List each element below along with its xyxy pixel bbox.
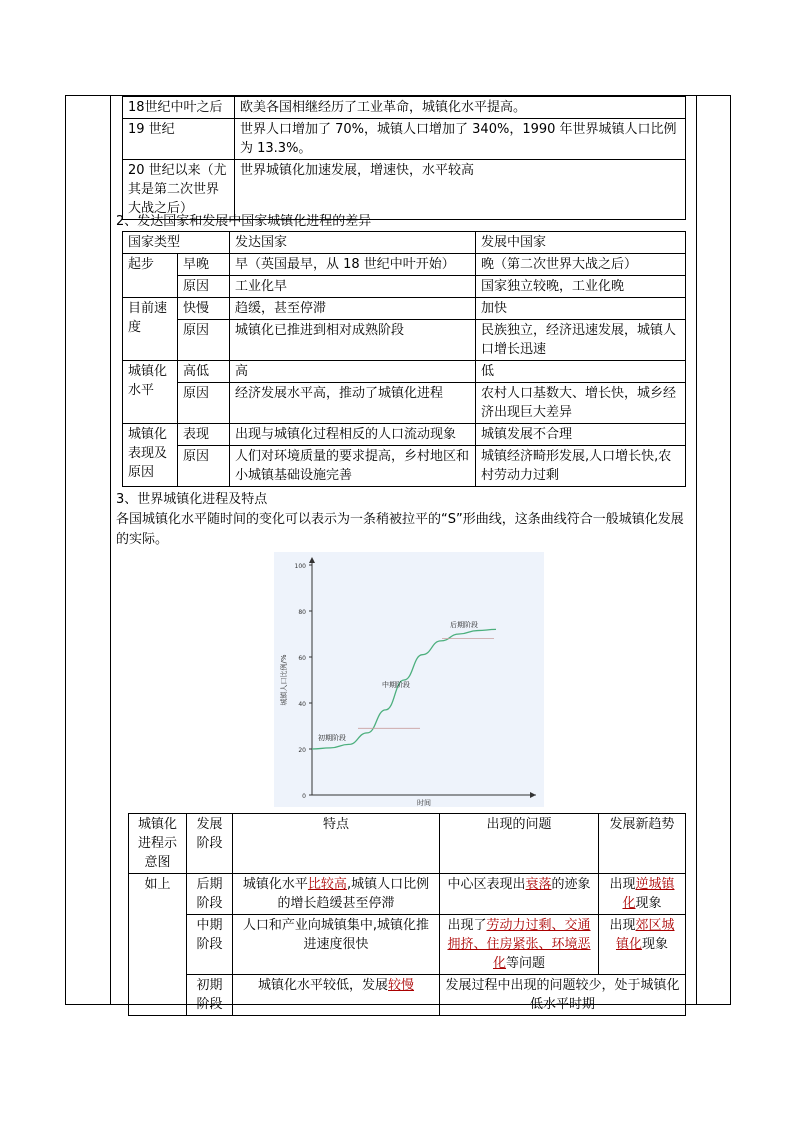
highlighted-answer: 劳动力过剩、交通拥挤、住房紧张、环境恶化 xyxy=(447,918,591,971)
stage-problem xyxy=(440,874,599,915)
y-axis-label: 城镇人口比例/% xyxy=(280,654,288,706)
history-table xyxy=(122,96,686,220)
section2-title: 2、发达国家和发展中国家城镇化进程的差异 xyxy=(116,214,372,229)
comparison-aspect: 高低 xyxy=(178,361,230,383)
header-developed: 发达国家 xyxy=(230,232,476,254)
comparison-row xyxy=(123,254,686,276)
comparison-group: 城镇化水平 xyxy=(123,361,178,424)
frame-divider-right xyxy=(696,95,697,1005)
comparison-row xyxy=(123,320,686,361)
stage-feature xyxy=(233,975,440,1016)
y-tick-label: 20 xyxy=(298,747,306,754)
header-stage: 发展阶段 xyxy=(187,814,233,874)
comparison-aspect: 快慢 xyxy=(178,298,230,320)
text-segment: 出现了 xyxy=(447,918,487,933)
comparison-developed: 工业化早 xyxy=(230,276,476,298)
stage-problem xyxy=(440,915,599,975)
stage-label-late: 后期阶段 xyxy=(450,621,478,630)
history-row xyxy=(123,119,686,160)
header-problem: 出现的问题 xyxy=(440,814,599,874)
stage-row xyxy=(129,915,686,975)
history-period: 20 世纪以来（尤其是第二次世界大战之后） xyxy=(123,160,235,220)
comparison-row xyxy=(123,298,686,320)
comparison-developed: 早（英国最早，从 18 世纪中叶开始） xyxy=(230,254,476,276)
comparison-aspect: 原因 xyxy=(178,446,230,487)
comparison-developing: 国家独立较晚，工业化晚 xyxy=(476,276,686,298)
comparison-row xyxy=(123,361,686,383)
history-period: 18世纪中叶之后 xyxy=(123,97,235,119)
history-row xyxy=(123,97,686,119)
header-diagram: 城镇化进程示意图 xyxy=(129,814,187,874)
comparison-aspect: 原因 xyxy=(178,320,230,361)
comparison-developed: 趋缓，甚至停滞 xyxy=(230,298,476,320)
stage-table xyxy=(128,813,686,1016)
comparison-developing: 农村人口基数大、增长快，城乡经济出现巨大差异 xyxy=(476,383,686,424)
y-tick-label: 80 xyxy=(298,609,306,616)
stage-label-early: 初期阶段 xyxy=(318,733,346,742)
highlighted-answer: 较慢 xyxy=(388,978,415,993)
comparison-developed: 出现与城镇化过程相反的人口流动现象 xyxy=(230,424,476,446)
comparison-developed: 高 xyxy=(230,361,476,383)
stage-name: 后期阶段 xyxy=(187,874,233,915)
stage-row xyxy=(129,975,686,1016)
comparison-row xyxy=(123,276,686,298)
comparison-group: 目前速度 xyxy=(123,298,178,361)
text-segment: 现象 xyxy=(642,937,669,952)
text-segment: 的迹象 xyxy=(551,877,591,892)
section3-title: 3、世界城镇化进程及特点 xyxy=(116,492,268,507)
text-segment: 出现 xyxy=(609,877,636,892)
history-row xyxy=(123,160,686,220)
stage-name: 初期阶段 xyxy=(187,975,233,1016)
stage-trend xyxy=(599,915,686,975)
comparison-developing: 城镇经济畸形发展,人口增长快,农村劳动力过剩 xyxy=(476,446,686,487)
stage-row xyxy=(129,874,686,915)
diagram-reference: 如上 xyxy=(129,874,187,1016)
highlighted-answer: 逆城镇化 xyxy=(622,877,675,911)
text-segment: 城镇化水平 xyxy=(242,877,308,892)
highlighted-answer: 郊区城镇化 xyxy=(615,918,675,952)
frame-divider-left xyxy=(110,95,111,1005)
chart-background xyxy=(274,552,544,807)
history-period: 19 世纪 xyxy=(123,119,235,160)
stage-problem: 发展过程中出现的问题较少，处于城镇化低水平时期 xyxy=(440,975,686,1016)
history-description: 欧美各国相继经历了工业革命，城镇化水平提高。 xyxy=(235,97,686,119)
y-tick-label: 0 xyxy=(302,793,306,800)
comparison-developing: 民族独立，经济迅速发展，城镇人口增长迅速 xyxy=(476,320,686,361)
stage-trend xyxy=(599,874,686,915)
header-feature: 特点 xyxy=(233,814,440,874)
comparison-row xyxy=(123,383,686,424)
y-tick-label: 60 xyxy=(298,655,306,662)
stage-feature xyxy=(233,874,440,915)
comparison-developed: 城镇化已推进到相对成熟阶段 xyxy=(230,320,476,361)
stage-feature xyxy=(233,915,440,975)
comparison-aspect: 原因 xyxy=(178,276,230,298)
stage-label-middle: 中期阶段 xyxy=(382,680,410,689)
comparison-developing: 晚（第二次世界大战之后） xyxy=(476,254,686,276)
y-tick-label: 40 xyxy=(298,701,306,708)
comparison-aspect: 早晚 xyxy=(178,254,230,276)
header-developing: 发展中国家 xyxy=(476,232,686,254)
stage-name: 中期阶段 xyxy=(187,915,233,975)
comparison-developing: 低 xyxy=(476,361,686,383)
s-curve-chart xyxy=(274,552,544,807)
comparison-group: 城镇化表现及原因 xyxy=(123,424,178,487)
stage-header-row xyxy=(129,814,686,874)
comparison-developed: 经济发展水平高，推动了城镇化进程 xyxy=(230,383,476,424)
header-trend: 发展新趋势 xyxy=(599,814,686,874)
y-tick-label: 100 xyxy=(294,563,306,570)
comparison-aspect: 表现 xyxy=(178,424,230,446)
comparison-row xyxy=(123,424,686,446)
comparison-developing: 城镇发展不合理 xyxy=(476,424,686,446)
text-segment: 等问题 xyxy=(506,956,546,971)
text-segment: 现象 xyxy=(635,896,662,911)
x-axis-label: 时间 xyxy=(417,799,431,807)
comparison-header-row xyxy=(123,232,686,254)
comparison-developing: 加快 xyxy=(476,298,686,320)
comparison-developed: 人们对环境质量的要求提高，乡村地区和小城镇基础设施完善 xyxy=(230,446,476,487)
history-description: 世界城镇化加速发展，增速快，水平较高 xyxy=(235,160,686,220)
text-segment: 城镇化水平较低，发展 xyxy=(257,978,388,993)
text-segment: 人口和产业向城镇集中,城镇化推进速度很快 xyxy=(242,918,430,952)
text-segment: ,城镇人口比例的增长趋缓甚至停滞 xyxy=(277,877,430,911)
highlighted-answer: 比较高 xyxy=(307,877,347,892)
history-description: 世界人口增加了 70%，城镇人口增加了 340%，1990 年世界城镇人口比例为 13.3%。 xyxy=(235,119,686,160)
comparison-row xyxy=(123,446,686,487)
text-segment: 中心区表现出 xyxy=(447,877,526,892)
text-segment: 出现 xyxy=(609,918,636,933)
comparison-table xyxy=(122,231,686,487)
section3-paragraph: 各国城镇化水平随时间的变化可以表示为一条稍被拉平的“S”形曲线，这条曲线符合一般城镇化发展的实际。 xyxy=(116,512,684,547)
highlighted-answer: 衰落 xyxy=(525,877,552,892)
comparison-group: 起步 xyxy=(123,254,178,298)
header-country-type: 国家类型 xyxy=(123,232,230,254)
comparison-aspect: 原因 xyxy=(178,383,230,424)
